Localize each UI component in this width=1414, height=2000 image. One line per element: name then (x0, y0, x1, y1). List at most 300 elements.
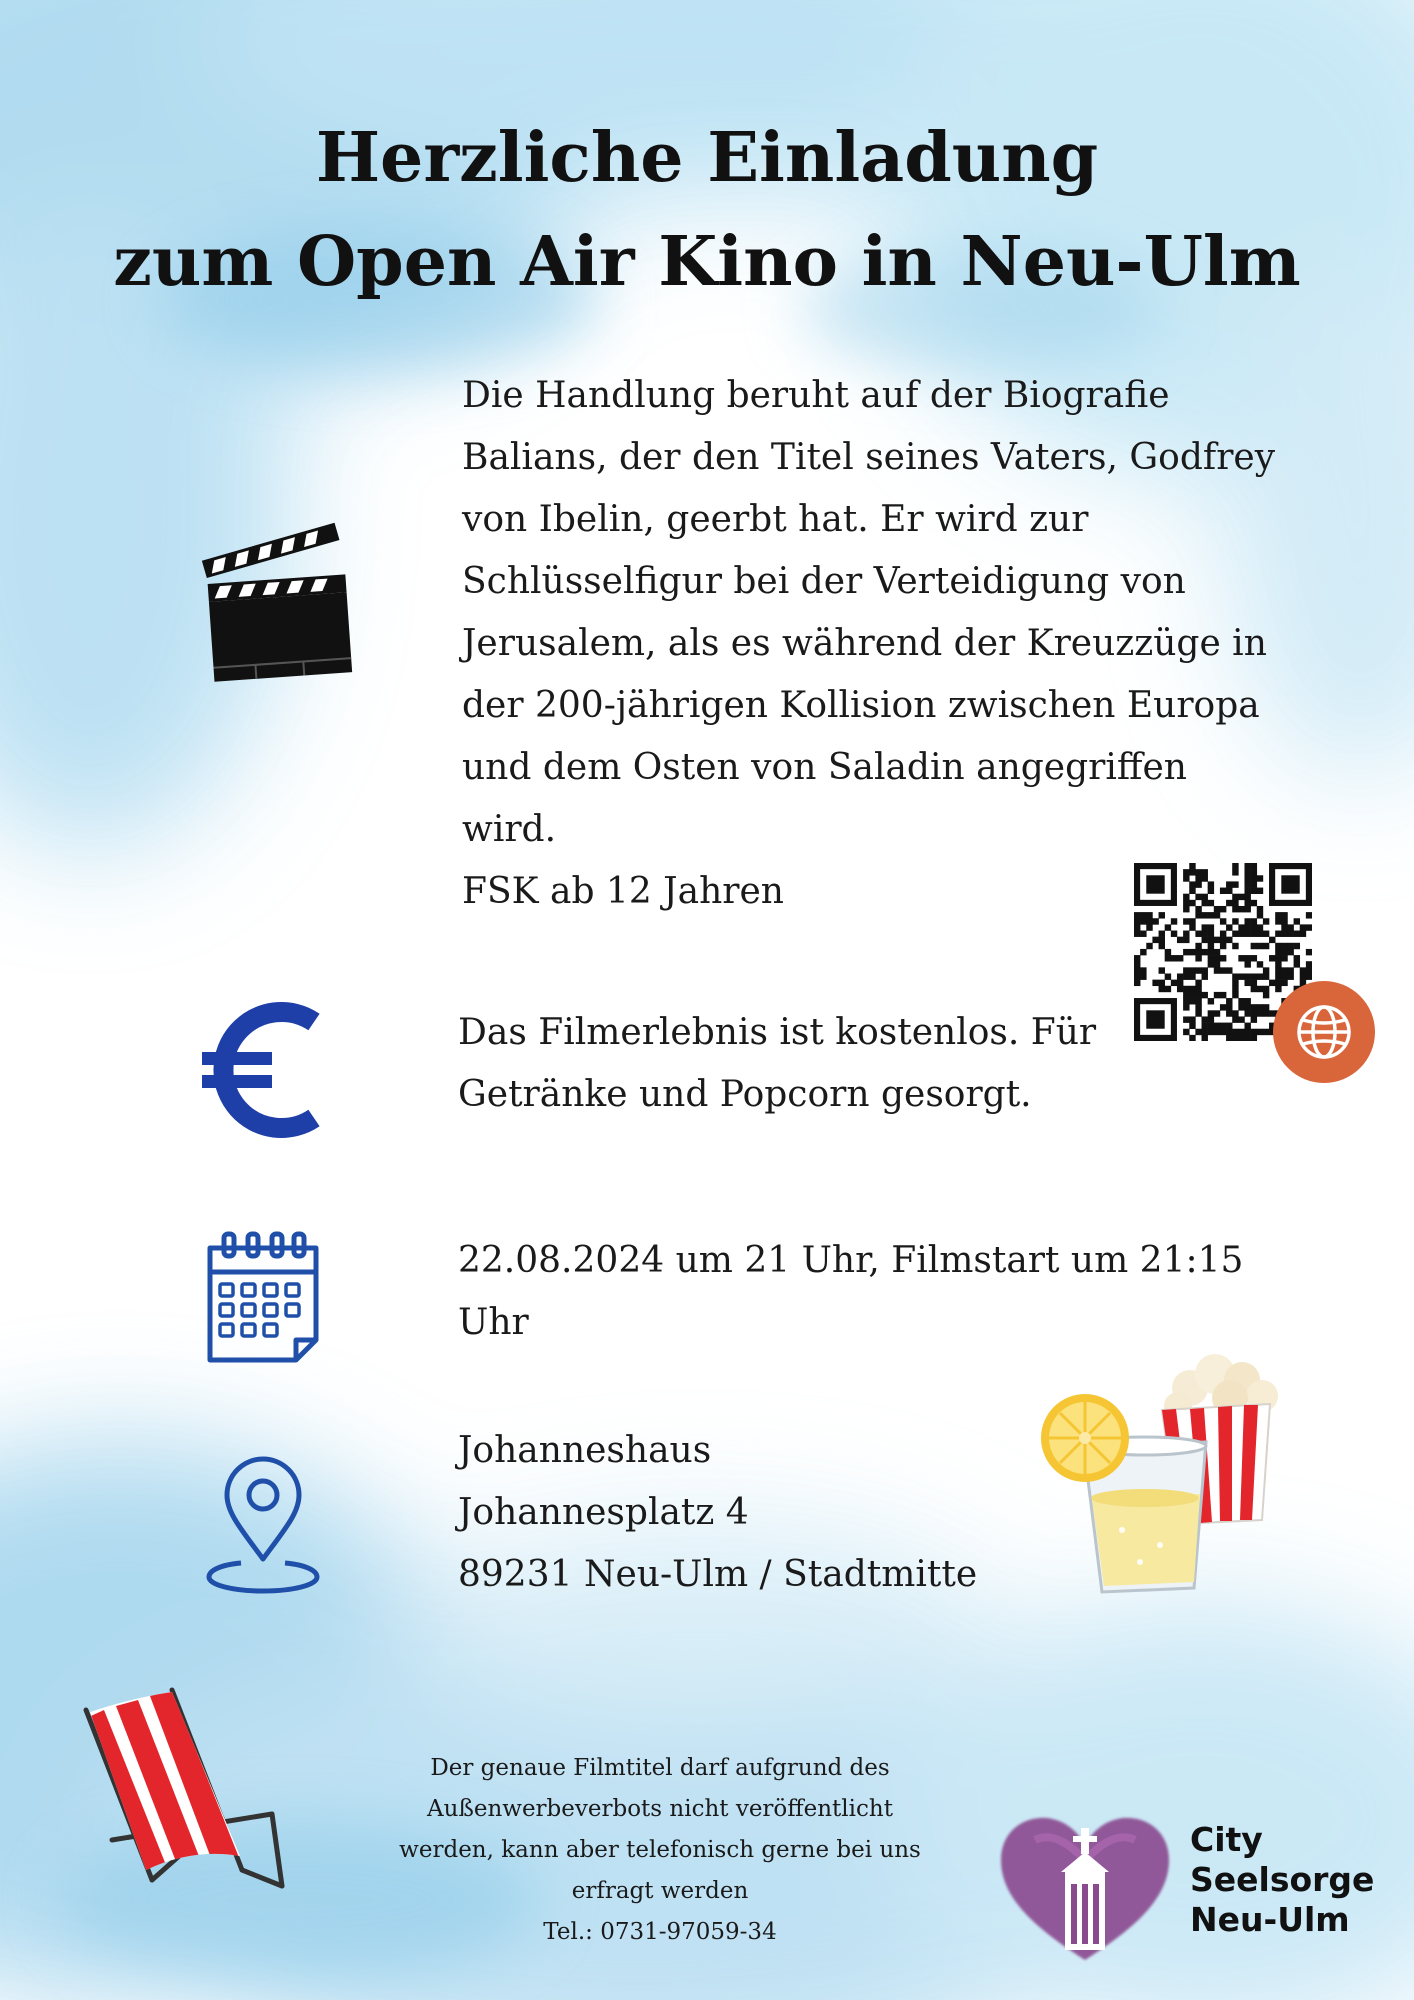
qr-module (1275, 931, 1281, 937)
qr-module (1189, 900, 1195, 906)
qr-module (1226, 888, 1232, 894)
qr-module (1226, 1010, 1232, 1016)
qr-module (1208, 931, 1214, 937)
qr-module (1189, 1016, 1195, 1022)
qr-module (1244, 906, 1250, 912)
qr-module (1244, 1029, 1250, 1035)
clapperboard-icon (200, 545, 360, 685)
qr-module (1195, 980, 1201, 986)
qr-module (1275, 918, 1281, 924)
qr-module (1238, 1016, 1244, 1022)
description-line: und dem Osten von Saladin angegriffen (462, 747, 1187, 788)
qr-module (1251, 1004, 1257, 1010)
qr-module (1238, 931, 1244, 937)
qr-module (1195, 869, 1201, 875)
qr-module (1134, 924, 1140, 930)
qr-module (1306, 973, 1312, 979)
qr-module (1226, 998, 1232, 1004)
qr-module (1140, 918, 1146, 924)
description-line: der 200-jährigen Kollision zwischen Europa (462, 685, 1260, 726)
qr-module (1226, 967, 1232, 973)
qr-module (1244, 1010, 1250, 1016)
qr-module (1214, 906, 1220, 912)
qr-module (1183, 869, 1189, 875)
qr-module (1281, 924, 1287, 930)
qr-module (1214, 912, 1220, 918)
qr-module (1232, 943, 1238, 949)
qr-module (1195, 992, 1201, 998)
lemonade-popcorn-illustration (1030, 1330, 1300, 1600)
note-line: erfragt werden (571, 1878, 749, 1904)
qr-module (1134, 973, 1140, 979)
qr-module (1232, 869, 1238, 875)
qr-module (1251, 900, 1257, 906)
qr-module (1189, 924, 1195, 930)
qr-module (1232, 900, 1238, 906)
qr-module (1208, 1029, 1214, 1035)
qr-module (1202, 1016, 1208, 1022)
qr-module (1214, 955, 1220, 961)
qr-module (1214, 961, 1220, 967)
qr-module (1232, 894, 1238, 900)
description-line: Balians, der den Titel seines Vaters, Godfrey (462, 437, 1276, 478)
qr-module (1269, 955, 1275, 961)
qr-module (1232, 992, 1238, 998)
qr-module (1220, 1023, 1226, 1029)
qr-module (1195, 943, 1201, 949)
qr-module (1152, 980, 1158, 986)
qr-module (1171, 931, 1177, 937)
qr-module (1294, 961, 1300, 967)
qr-module (1251, 924, 1257, 930)
qr-module (1195, 931, 1201, 937)
globe-icon[interactable] (1272, 980, 1376, 1084)
qr-module (1220, 937, 1226, 943)
qr-module (1306, 961, 1312, 967)
qr-module (1208, 943, 1214, 949)
qr-module (1244, 973, 1250, 979)
qr-module (1140, 931, 1146, 937)
qr-module (1208, 1016, 1214, 1022)
qr-module (1202, 900, 1208, 906)
qr-module (1134, 961, 1140, 967)
logo-line-2: Seelsorge (1190, 1860, 1375, 1899)
qr-module (1183, 937, 1189, 943)
qr-module (1257, 912, 1263, 918)
euro-icon (196, 1000, 326, 1140)
qr-module (1165, 924, 1171, 930)
qr-module (1165, 973, 1171, 979)
qr-module (1244, 924, 1250, 930)
qr-module (1134, 912, 1140, 918)
qr-module (1195, 881, 1201, 887)
qr-module (1244, 980, 1250, 986)
qr-module (1226, 1023, 1232, 1029)
qr-module (1287, 949, 1293, 955)
qr-module (1226, 1029, 1232, 1035)
qr-module (1263, 992, 1269, 998)
qr-module (1251, 863, 1257, 869)
qr-module (1257, 924, 1263, 930)
qr-module (1202, 875, 1208, 881)
qr-module (1251, 943, 1257, 949)
qr-module (1220, 1029, 1226, 1035)
qr-module (1195, 955, 1201, 961)
logo-line-1: City (1190, 1820, 1263, 1859)
qr-module (1220, 967, 1226, 973)
qr-module (1140, 949, 1146, 955)
note-line: Der genaue Filmtitel darf aufgrund des (430, 1755, 890, 1781)
qr-module (1281, 912, 1287, 918)
qr-module (1214, 949, 1220, 955)
qr-module (1208, 961, 1214, 967)
phone-number[interactable]: Tel.: 0731-97059-34 (543, 1919, 777, 1945)
qr-module (1275, 973, 1281, 979)
qr-module (1220, 906, 1226, 912)
qr-module (1208, 900, 1214, 906)
qr-module (1244, 863, 1250, 869)
qr-module (1287, 924, 1293, 930)
qr-module (1195, 894, 1201, 900)
qr-module (1232, 931, 1238, 937)
qr-module (1232, 1010, 1238, 1016)
qr-module (1263, 986, 1269, 992)
qr-module (1263, 1004, 1269, 1010)
qr-module (1177, 937, 1183, 943)
qr-module (1165, 986, 1171, 992)
price-info (458, 1002, 1158, 1126)
qr-module (1214, 967, 1220, 973)
qr-module (1306, 949, 1312, 955)
venue-name: Johanneshaus (458, 1430, 712, 1471)
qr-module (1238, 1029, 1244, 1035)
qr-module (1287, 943, 1293, 949)
qr-module (1300, 967, 1306, 973)
qr-module (1134, 918, 1140, 924)
qr-module (1300, 973, 1306, 979)
qr-module (1195, 875, 1201, 881)
qr-module (1214, 1029, 1220, 1035)
qr-module (1202, 869, 1208, 875)
qr-module (1171, 918, 1177, 924)
qr-module (1189, 881, 1195, 887)
qr-module (1232, 1016, 1238, 1022)
qr-module (1183, 894, 1189, 900)
qr-module (1202, 937, 1208, 943)
qr-module (1195, 912, 1201, 918)
qr-module (1257, 986, 1263, 992)
qr-module (1251, 931, 1257, 937)
qr-module (1238, 998, 1244, 1004)
deck-chair-illustration (72, 1680, 292, 1890)
qr-module (1257, 1010, 1263, 1016)
qr-module (1195, 1010, 1201, 1016)
qr-module (1300, 931, 1306, 937)
qr-module (1208, 949, 1214, 955)
qr-module (1183, 1004, 1189, 1010)
qr-module (1183, 949, 1189, 955)
qr-module (1232, 918, 1238, 924)
qr-module (1146, 943, 1152, 949)
qr-module (1257, 931, 1263, 937)
qr-module (1208, 888, 1214, 894)
qr-module (1189, 973, 1195, 979)
qr-module (1232, 973, 1238, 979)
qr-module (1220, 955, 1226, 961)
qr-module (1183, 875, 1189, 881)
title-line-1: Herzliche Einladung (315, 118, 1099, 198)
qr-module (1263, 1029, 1269, 1035)
qr-module (1195, 967, 1201, 973)
note-line: werden, kann aber telefonisch gerne bei uns (399, 1837, 921, 1863)
qr-module (1183, 906, 1189, 912)
qr-module (1189, 992, 1195, 998)
qr-module (1195, 998, 1201, 1004)
qr-module (1244, 875, 1250, 881)
qr-module (1202, 912, 1208, 918)
qr-module (1189, 1035, 1195, 1041)
qr-module (1177, 973, 1183, 979)
qr-module (1208, 1023, 1214, 1029)
qr-module (1195, 906, 1201, 912)
page-title (0, 106, 1414, 314)
qr-module (1244, 888, 1250, 894)
qr-module (1244, 1023, 1250, 1029)
fsk-rating: FSK ab 12 Jahren (462, 871, 784, 912)
qr-module (1208, 1010, 1214, 1016)
qr-module (1152, 937, 1158, 943)
qr-finder-pattern (1146, 875, 1164, 893)
price-line: Getränke und Popcorn gesorgt. (458, 1074, 1032, 1115)
qr-module (1140, 967, 1146, 973)
qr-module (1165, 955, 1171, 961)
qr-module (1159, 986, 1165, 992)
qr-module (1202, 992, 1208, 998)
qr-module (1257, 961, 1263, 967)
qr-module (1146, 918, 1152, 924)
qr-module (1189, 863, 1195, 869)
qr-module (1226, 1035, 1232, 1041)
venue-city: 89231 Neu-Ulm / Stadtmitte (458, 1554, 978, 1595)
qr-module (1238, 973, 1244, 979)
qr-module (1232, 863, 1238, 869)
qr-module (1251, 1016, 1257, 1022)
qr-module (1195, 986, 1201, 992)
qr-module (1269, 937, 1275, 943)
qr-module (1189, 888, 1195, 894)
qr-module (1244, 869, 1250, 875)
qr-module (1183, 931, 1189, 937)
qr-module (1306, 924, 1312, 930)
qr-module (1140, 973, 1146, 979)
qr-module (1294, 943, 1300, 949)
qr-module (1146, 912, 1152, 918)
qr-module (1202, 894, 1208, 900)
qr-module (1189, 918, 1195, 924)
qr-module (1195, 1029, 1201, 1035)
description-line: wird. (462, 809, 557, 850)
qr-module (1281, 973, 1287, 979)
date-line: Uhr (458, 1302, 529, 1343)
footer-note (340, 1748, 980, 1953)
qr-module (1251, 918, 1257, 924)
qr-module (1159, 912, 1165, 918)
qr-module (1208, 912, 1214, 918)
qr-module (1281, 931, 1287, 937)
qr-module (1208, 998, 1214, 1004)
qr-module (1257, 906, 1263, 912)
qr-module (1202, 1029, 1208, 1035)
qr-finder-pattern (1281, 875, 1299, 893)
qr-module (1195, 1004, 1201, 1010)
location-pin-icon (205, 1455, 321, 1595)
qr-module (1263, 1010, 1269, 1016)
qr-module (1171, 955, 1177, 961)
city-seelsorge-logo-text (1190, 1820, 1374, 1940)
qr-module (1238, 1004, 1244, 1010)
qr-module (1263, 918, 1269, 924)
description-line: Die Handlung beruht auf der Biografie (462, 375, 1170, 416)
qr-module (1306, 912, 1312, 918)
qr-module (1251, 986, 1257, 992)
qr-module (1152, 918, 1158, 924)
qr-module (1226, 881, 1232, 887)
qr-module (1275, 967, 1281, 973)
qr-module (1189, 869, 1195, 875)
qr-module (1159, 931, 1165, 937)
qr-module (1244, 998, 1250, 1004)
qr-module (1183, 986, 1189, 992)
heart-church-logo (995, 1810, 1175, 1970)
price-line: Das Filmerlebnis ist kostenlos. Für (458, 1012, 1097, 1053)
qr-module (1287, 967, 1293, 973)
qr-module (1244, 931, 1250, 937)
qr-module (1189, 967, 1195, 973)
qr-module (1202, 949, 1208, 955)
qr-module (1220, 931, 1226, 937)
qr-module (1257, 1004, 1263, 1010)
note-line: Außenwerbeverbots nicht veröffentlicht (427, 1796, 893, 1822)
qr-module (1306, 967, 1312, 973)
qr-module (1287, 973, 1293, 979)
qr-module (1195, 949, 1201, 955)
qr-module (1183, 1016, 1189, 1022)
qr-module (1159, 967, 1165, 973)
qr-module (1183, 973, 1189, 979)
qr-module (1159, 943, 1165, 949)
qr-module (1251, 955, 1257, 961)
title-line-2: zum Open Air Kino in Neu-Ulm (113, 222, 1301, 302)
qr-module (1214, 1010, 1220, 1016)
qr-module (1232, 986, 1238, 992)
qr-module (1244, 918, 1250, 924)
qr-module (1183, 998, 1189, 1004)
qr-module (1238, 894, 1244, 900)
qr-module (1257, 888, 1263, 894)
qr-module (1275, 949, 1281, 955)
qr-module (1159, 980, 1165, 986)
qr-module (1251, 875, 1257, 881)
qr-module (1244, 900, 1250, 906)
qr-module (1134, 980, 1140, 986)
qr-module (1294, 955, 1300, 961)
description-line: Jerusalem, als es während der Kreuzzüge in (462, 623, 1267, 664)
qr-module (1251, 1029, 1257, 1035)
qr-module (1275, 961, 1281, 967)
qr-module (1134, 931, 1140, 937)
qr-module (1183, 992, 1189, 998)
qr-module (1287, 931, 1293, 937)
qr-module (1220, 943, 1226, 949)
qr-module (1208, 955, 1214, 961)
qr-module (1281, 943, 1287, 949)
qr-module (1165, 949, 1171, 955)
qr-module (1202, 924, 1208, 930)
qr-module (1257, 973, 1263, 979)
qr-module (1146, 924, 1152, 930)
qr-module (1244, 1004, 1250, 1010)
qr-module (1226, 900, 1232, 906)
qr-module (1214, 1023, 1220, 1029)
qr-module (1232, 1029, 1238, 1035)
qr-module (1202, 967, 1208, 973)
date-line: 22.08.2024 um 21 Uhr, Filmstart um 21:15 (458, 1240, 1244, 1281)
qr-module (1275, 943, 1281, 949)
qr-module (1281, 918, 1287, 924)
qr-module (1232, 980, 1238, 986)
qr-module (1202, 973, 1208, 979)
calendar-icon (200, 1228, 326, 1364)
qr-module (1183, 967, 1189, 973)
qr-module (1251, 869, 1257, 875)
description-line: Schlüsselfigur bei der Verteidigung von (462, 561, 1186, 602)
qr-module (1171, 980, 1177, 986)
film-description (462, 365, 1342, 923)
qr-module (1281, 967, 1287, 973)
qr-module (1257, 875, 1263, 881)
qr-module (1226, 924, 1232, 930)
qr-module (1238, 1035, 1244, 1041)
qr-module (1177, 986, 1183, 992)
qr-module (1140, 912, 1146, 918)
qr-module (1257, 1029, 1263, 1035)
qr-module (1226, 937, 1232, 943)
qr-module (1220, 888, 1226, 894)
qr-module (1263, 967, 1269, 973)
qr-module (1183, 900, 1189, 906)
qr-module (1275, 955, 1281, 961)
qr-module (1208, 924, 1214, 930)
logo-line-3: Neu-Ulm (1190, 1900, 1350, 1939)
qr-module (1177, 955, 1183, 961)
qr-module (1281, 949, 1287, 955)
qr-module (1238, 955, 1244, 961)
qr-module (1189, 1023, 1195, 1029)
qr-module (1177, 980, 1183, 986)
qr-module (1226, 1004, 1232, 1010)
qr-module (1202, 1023, 1208, 1029)
qr-module (1263, 943, 1269, 949)
qr-module (1214, 937, 1220, 943)
qr-module (1294, 918, 1300, 924)
qr-module (1232, 1035, 1238, 1041)
qr-module (1214, 992, 1220, 998)
qr-module (1244, 881, 1250, 887)
qr-module (1208, 937, 1214, 943)
qr-module (1300, 924, 1306, 930)
qr-module (1238, 906, 1244, 912)
qr-module (1208, 881, 1214, 887)
